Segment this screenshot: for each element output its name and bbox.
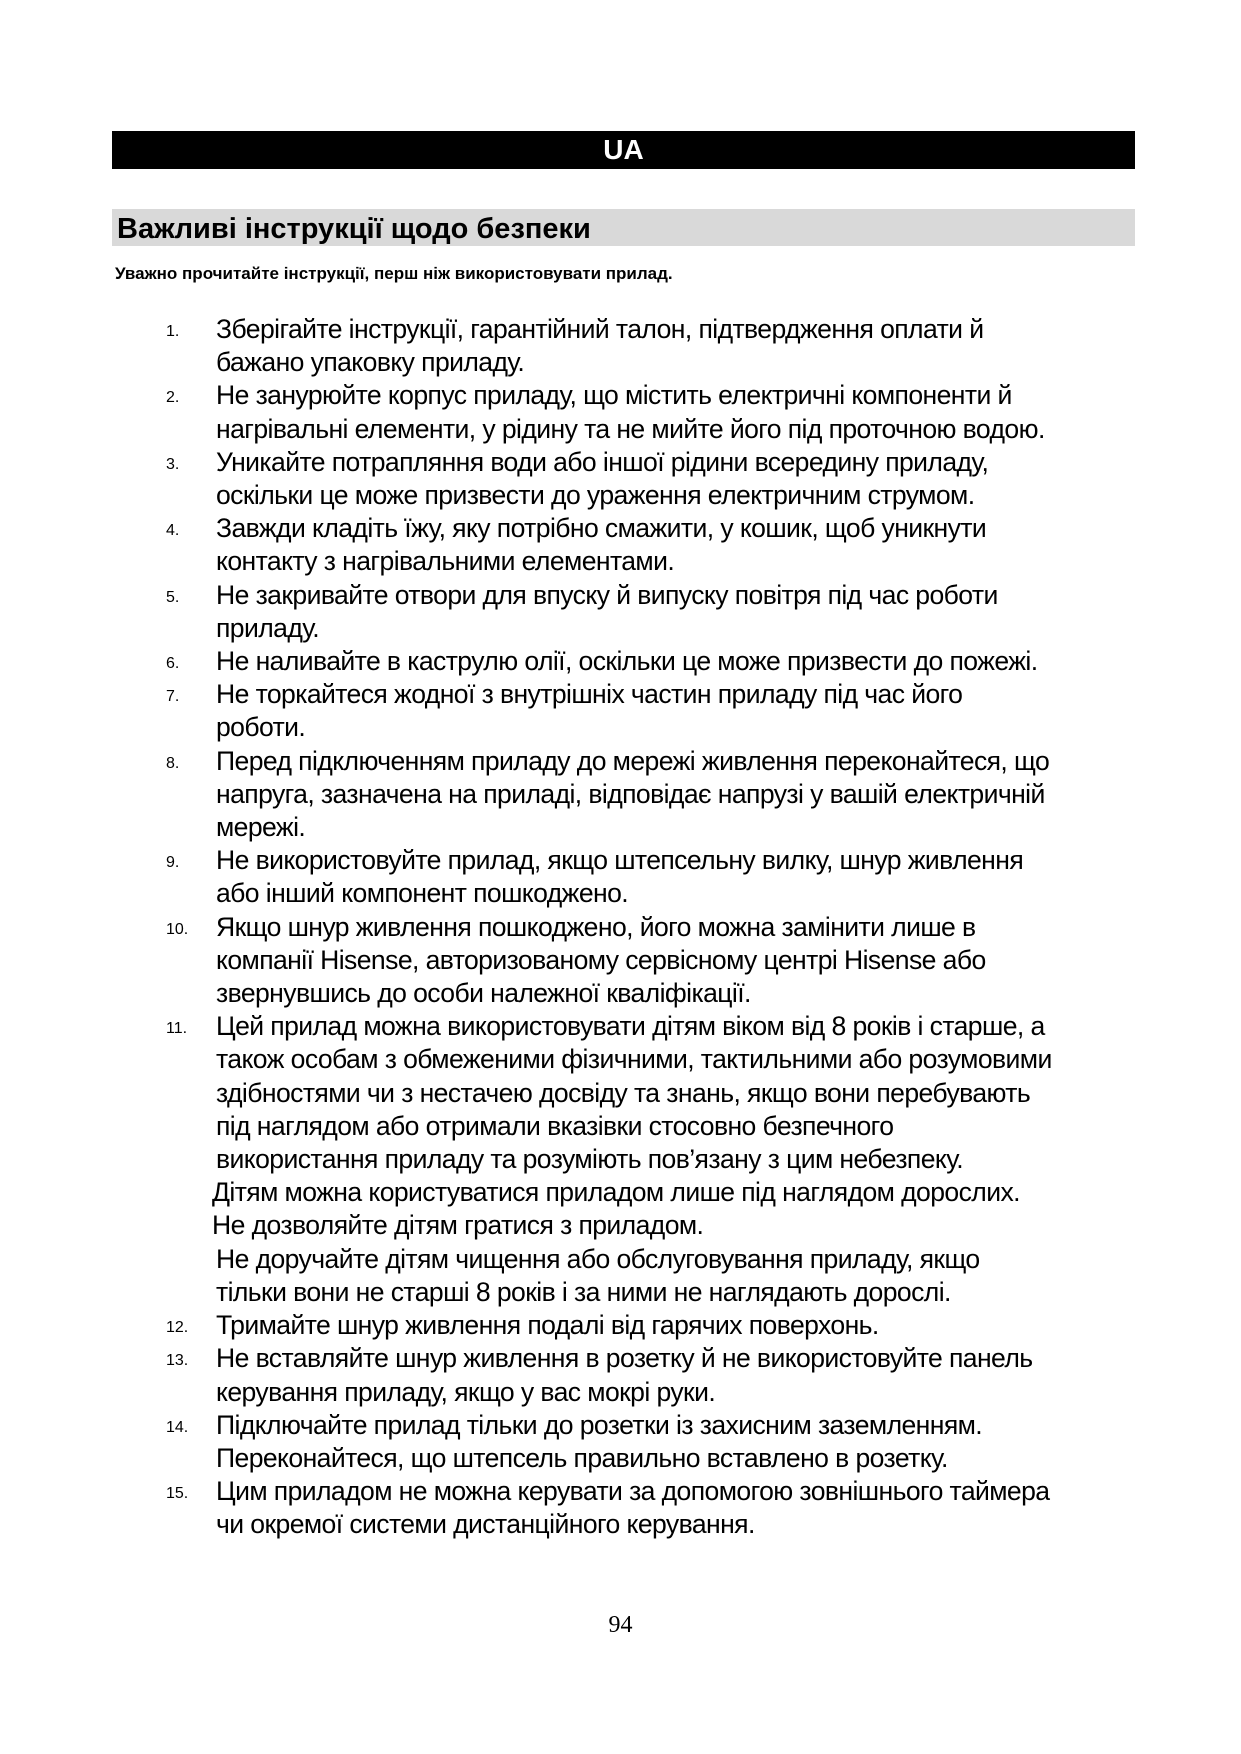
list-item-line: оскільки це може призвести до ураження електричним струмом. [216,480,975,511]
list-item [160,678,1150,744]
list-item-line: також особам з обмеженими фізичними, тактильними або розумовими [216,1044,1052,1075]
list-item-line: Якщо шнур живлення пошкоджено, його можна замінити лише в [216,911,976,942]
list-item-line: Дітям можна користуватися приладом лише під наглядом дорослих. [212,1177,1020,1208]
list-item [160,911,1150,1011]
safety-instructions-list [160,313,1150,1542]
list-item-number: 14. [166,1418,189,1436]
list-item-line: нагрівальні елементи, у рідину та не мийте його під проточною водою. [216,413,1045,444]
list-item [160,512,1150,578]
list-item-line: Завжди кладіть їжу, яку потрібно смажити, у кошик, щоб уникнути [216,513,987,544]
list-item-line: мережі. [216,812,306,843]
list-item [160,446,1150,512]
list-item-line: контакту з нагрівальними елементами. [216,546,675,577]
list-item-number: 15. [166,1485,189,1503]
list-item-line: Цим приладом не можна керувати за допомогою зовнішнього таймера [216,1476,1050,1507]
list-item [160,1010,1150,1309]
list-item-line: звернувшись до особи належної кваліфікації. [216,978,751,1009]
list-item [160,1309,1150,1342]
section-title: Важливі інструкції щодо безпеки [112,209,1135,246]
list-item-line: Не закривайте отвори для впуску й випуску повітря під час роботи [216,579,998,610]
list-item-number: 10. [166,920,189,938]
list-item-line: керування приладу, якщо у вас мокрі руки. [216,1376,716,1407]
list-item-line: напруга, зазначена на приладі, відповідає напрузі у вашій електричній [216,778,1045,809]
list-item-line: Не наливайте в каструлю олії, оскільки це може призвести до пожежі. [216,646,1038,677]
intro-text: Уважно прочитайте інструкції, перш ніж використовувати прилад. [115,264,673,283]
list-item [160,1342,1150,1408]
list-item [160,313,1150,379]
list-item-line: компанії Hisense, авторизованому сервісному центрі Hisense або [216,944,986,975]
list-item-line: приладу. [216,612,320,643]
list-item-line: Зберігайте інструкції, гарантійний талон, підтвердження оплати й [216,314,984,344]
list-item-line: Уникайте потрапляння води або іншої рідини всередину приладу, [216,446,989,477]
list-item-number: 7. [166,688,180,706]
list-item-line: використання приладу та розуміють пов’язану з цим небезпеку. [216,1144,964,1175]
list-item-line: Не занурюйте корпус приладу, що містить електричні компоненти й [216,380,1012,411]
list-item-line: Не вставляйте шнур живлення в розетку й не використовуйте панель [216,1343,1033,1374]
list-item-line: або інший компонент пошкоджено. [216,878,629,909]
page-number: 94 [608,1612,633,1638]
list-item-number: 11. [166,1020,188,1038]
list-item-line: Перед підключенням приладу до мережі живлення переконайтеся, що [216,745,1050,776]
list-item-number: 6. [166,655,180,673]
list-item-number: 1. [166,323,180,340]
list-item-number: 8. [166,754,180,772]
list-item-line: бажано упаковку приладу. [216,347,525,378]
list-item-line: Не торкайтеся жодної з внутрішніх частин приладу під час його [216,679,963,710]
list-item [160,745,1150,845]
list-item-line: під наглядом або отримали вказівки стосовно безпечного [216,1110,894,1141]
list-item [160,844,1150,910]
list-item-number: 13. [166,1352,189,1370]
list-item-line: чи окремої системи дистанційного керування. [216,1509,755,1540]
list-item-number: 4. [166,522,180,540]
language-header-bar: UA [112,131,1135,169]
list-item [160,379,1150,445]
list-item-number: 5. [166,588,180,606]
list-item-number: 3. [166,455,180,473]
list-item-number: 12. [166,1319,189,1337]
list-item-line: роботи. [216,712,306,743]
list-item-line: здібностями чи з нестачею досвіду та знань, якщо вони перебувають [216,1077,1031,1108]
list-item-line: Переконайтеся, що штепсель правильно вставлено в розетку. [216,1442,948,1473]
list-item-line: Підключайте прилад тільки до розетки із захисним заземленням. [216,1409,983,1440]
list-item-line: Цей прилад можна використовувати дітям віком від 8 років і старше, а [216,1011,1045,1042]
list-item-line: Не дозволяйте дітям гратися з приладом. [212,1210,704,1241]
list-item-number: 2. [166,389,180,407]
list-item-line: Тримайте шнур живлення подалі від гарячих поверхонь. [216,1310,879,1341]
list-item-line: тільки вони не старші 8 років і за ними не наглядають дорослі. [216,1276,951,1307]
list-item [160,579,1150,645]
list-item-number: 9. [166,854,180,872]
list-item [160,645,1150,678]
list-item-line: Не доручайте дітям чищення або обслуговування приладу, якщо [216,1243,980,1274]
list-item-line: Не використовуйте прилад, якщо штепсельну вилку, шнур живлення [216,845,1024,876]
list-item [160,1475,1150,1541]
list-item [160,1409,1150,1475]
